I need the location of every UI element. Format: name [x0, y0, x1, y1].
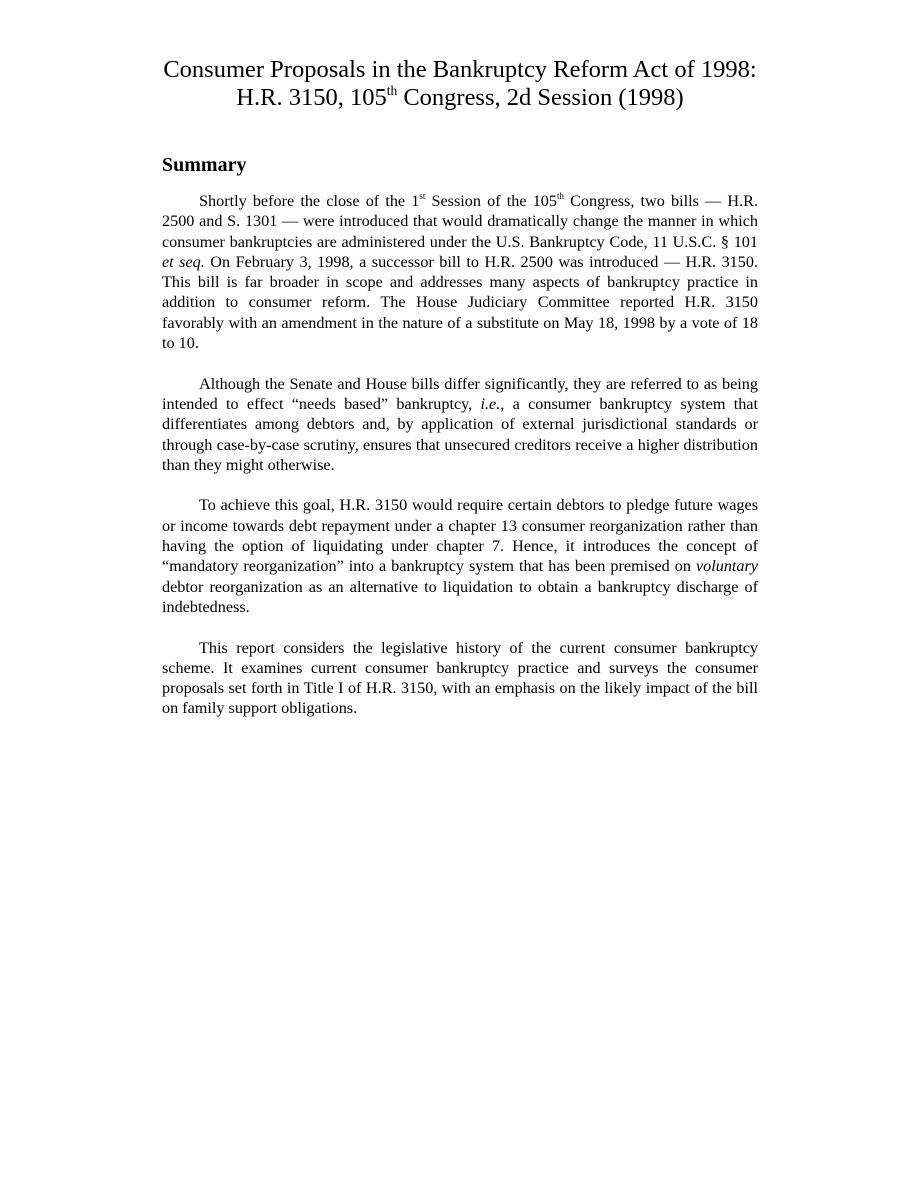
title-line-2-end: Congress, 2d Session (1998): [397, 84, 684, 111]
summary-heading: Summary: [162, 154, 247, 176]
document-title: [162, 56, 758, 112]
p3-text-b: debtor reorganization as an alternative to liquidation to obtain a bankruptcy discharge of indebtedness.: [162, 577, 758, 616]
p1-text-a: Shortly before the close of the 1: [199, 192, 420, 210]
p2-italic-ie: i.e.,: [480, 394, 505, 413]
p2-text-b: a consumer bankruptcy system that differentiates among debtors and, by application of external jurisdictional standards or through case-by-case scrutiny, ensures that unsecured creditors receive a higher distribution than they might otherwise.: [162, 394, 758, 474]
summary-paragraph-3: [162, 495, 758, 617]
title-line-1: Consumer Proposals in the Bankruptcy Reform Act of 1998:: [163, 56, 757, 83]
title-ordinal-suffix: th: [386, 82, 398, 98]
summary-paragraph-4: This report considers the legislative history of the current consumer bankruptcy scheme. It examines current consumer bankruptcy practice and surveys the consumer proposals set forth in Title I of H.R. 3150, with an emphasis on the likely impact of the bill on family support obligations.: [162, 638, 758, 718]
p1-ordinal-th: th: [557, 191, 564, 202]
p1-text-c: Congress, two bills — H.R. 2500 and S. 1301 — were introduced that would dramatically change the manner in which consumer bankruptcies are administered under the U.S. Bankruptcy Code, 11 U.S.C. § 101: [162, 192, 758, 251]
summary-paragraph-2: [162, 374, 758, 475]
p3-text-a: To achieve this goal, H.R. 3150 would require certain debtors to pledge future wages or income towards debt repayment under a chapter 13 consumer reorganization rather than having the option of liquidating under chapter 7. Hence, it introduces the concept of “mandatory reorganization” into a bankruptcy system that has been premised on: [162, 496, 758, 576]
p1-text-b: Session of the 105: [425, 192, 557, 210]
p1-text-d: On February 3, 1998, a successor bill to H.R. 2500 was introduced — H.R. 3150. This bill is far broader in scope and addresses many aspects of bankruptcy practice in addition to consumer reform. The House Judiciary Committee reported H.R. 3150 favorably with an amendment in the nature of a substitute on May 18, 1998 by a vote of 18 to 10.: [162, 252, 759, 353]
p1-italic-et-seq: et seq.: [162, 252, 205, 271]
title-line-2: [162, 84, 758, 112]
p3-italic-voluntary: voluntary: [695, 557, 758, 576]
p1-ordinal-st: st: [419, 191, 426, 202]
title-line-2-start: H.R. 3150, 105: [236, 84, 387, 111]
document-page: [162, 56, 758, 719]
summary-paragraph-1: [162, 191, 758, 353]
p2-text-a: Although the Senate and House bills differ significantly, they are referred to as being intended to effect “needs based” bankruptcy,: [162, 374, 758, 413]
